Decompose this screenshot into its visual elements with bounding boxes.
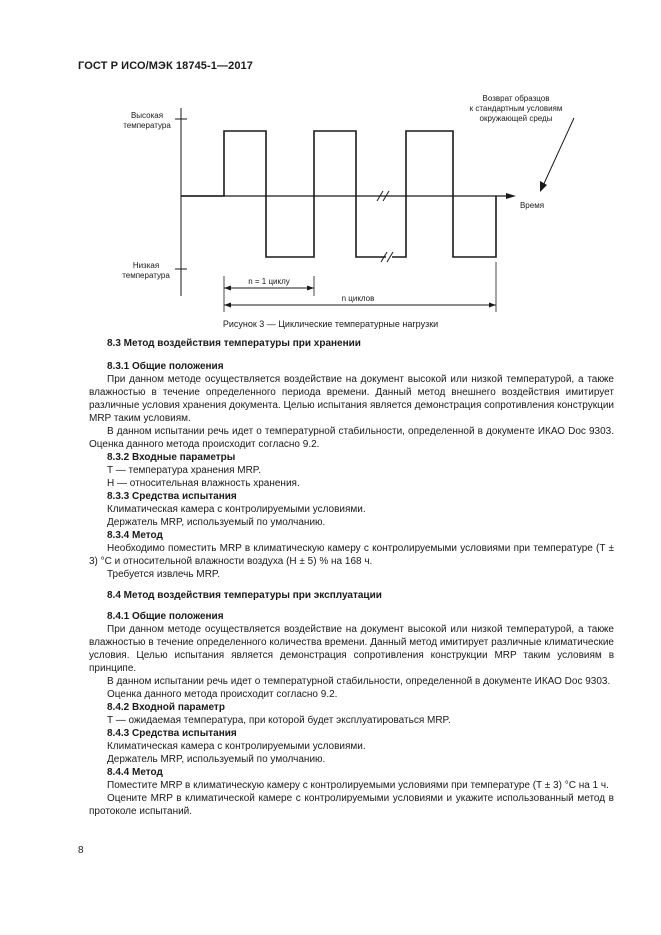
- label-cycles: n циклов: [341, 294, 375, 303]
- cycles-dimension-arrow: [489, 303, 496, 308]
- label-low-temp-1: Низкая: [132, 261, 160, 270]
- equipment-line: Климатическая камера с контролируемыми условиями.: [107, 741, 366, 752]
- page-number: 8: [78, 845, 84, 856]
- document-header: ГОСТ Р ИСО/МЭК 18745-1—2017: [78, 60, 253, 72]
- subsection-heading-8-4-2: 8.4.2 Входной параметр: [107, 702, 225, 713]
- section-heading-8-4: 8.4 Метод воздействия температуры при эксплуатации: [107, 590, 382, 601]
- label-return-3: окружающей среды: [479, 114, 553, 123]
- evaluation-line: Оценка данного метода происходит согласно 9.2.: [107, 689, 338, 700]
- paragraph: Поместите MRP в климатическую камеру с контролируемыми условиями при температуре (T ± 3) °С на 1 ч.: [107, 780, 609, 791]
- return-arrow-head: [540, 181, 547, 192]
- equipment-line: Держатель MRP, используемый по умолчанию.: [107, 754, 326, 765]
- subsection-heading-8-3-3: 8.3.3 Средства испытания: [107, 491, 237, 502]
- cycle-dimension-arrow: [307, 286, 314, 291]
- paragraph: В данном испытании речь идет о температурной стабильности, определенной в документе ИКАО Doc 9303. Оценка данного метода происходит согласно 9.2.: [89, 426, 614, 450]
- parameter-line: H — относительная влажность хранения.: [107, 478, 300, 489]
- section-heading-8-3: 8.3 Метод воздействия температуры при хранении: [107, 338, 361, 349]
- label-high-temp-2: температура: [123, 121, 171, 130]
- label-return-1: Возврат образцов: [482, 94, 550, 103]
- subsection-heading-8-4-4: 8.4.4 Метод: [107, 767, 163, 778]
- label-low-temp-2: температура: [122, 271, 170, 280]
- label-cycle: n = 1 циклу: [248, 277, 290, 286]
- figure-caption: Рисунок 3 — Циклические температурные нагрузки: [222, 319, 439, 329]
- label-return-2: к стандартным условиям: [469, 104, 563, 113]
- paragraph: Необходимо поместить MRP в климатическую камеру с контролируемыми условиями при температуре (T ± 3) °С и относительной влажности воздуха (H ± 5) % на 168 ч.: [89, 543, 614, 567]
- equipment-line: Держатель MRP, используемый по умолчанию.: [107, 517, 326, 528]
- figure-temperature-cycles: [0, 0, 661, 340]
- paragraph: При данном методе осуществляется воздействие на документ высокой или низкой температурой, а также влажностью в течение определенного количества времени. Данный метод имитирует различные климатические условия. Целью испытания является демонстрация сопротивления конструкции MRP таким условиям в принципе.: [89, 624, 614, 674]
- subsection-heading-8-4-3: 8.4.3 Средства испытания: [107, 728, 237, 739]
- parameter-line: T — температура хранения MRP.: [107, 465, 261, 476]
- label-high-temp-1: Высокая: [130, 111, 164, 120]
- paragraph: При данном методе осуществляется воздействие на документ высокой или низкой температурой, а также влажностью в течение определенного периода времени. Данный метод внешнего воздействия имитирует различные условия хранения документа. Целью испытания является демонстрация сопротивления конструкции MRP таким условиям.: [89, 374, 614, 424]
- label-time: Время: [519, 201, 545, 210]
- subsection-heading-8-3-1: 8.3.1 Общие положения: [107, 361, 224, 372]
- cycles-dimension-arrow: [224, 303, 231, 308]
- paragraph: В данном испытании речь идет о температурной стабильности, определенной в документе ИКАО Doc 9303.: [107, 676, 611, 687]
- temperature-waveform: [181, 131, 386, 257]
- cycle-dimension-arrow: [224, 286, 231, 291]
- subsection-heading-8-3-2: 8.3.2 Входные параметры: [107, 452, 236, 463]
- temperature-cycle-diagram: [0, 0, 661, 340]
- return-arrow-line: [542, 118, 574, 188]
- paragraph: Оцените MRP в климатической камере с контролируемыми условиями и укажите использованный метод в протоколе испытаний.: [89, 793, 614, 817]
- temperature-waveform-continued: [392, 131, 496, 257]
- equipment-line: Климатическая камера с контролируемыми условиями.: [107, 504, 366, 515]
- document-body: [89, 337, 614, 818]
- subsection-heading-8-4-1: 8.4.1 Общие положения: [107, 611, 224, 622]
- parameter-line: T — ожидаемая температура, при которой будет эксплуатироваться MRP.: [107, 715, 451, 726]
- time-axis-arrow: [506, 193, 516, 199]
- subsection-heading-8-3-4: 8.3.4 Метод: [107, 530, 163, 541]
- method-line: Требуется извлечь MRP.: [107, 569, 221, 580]
